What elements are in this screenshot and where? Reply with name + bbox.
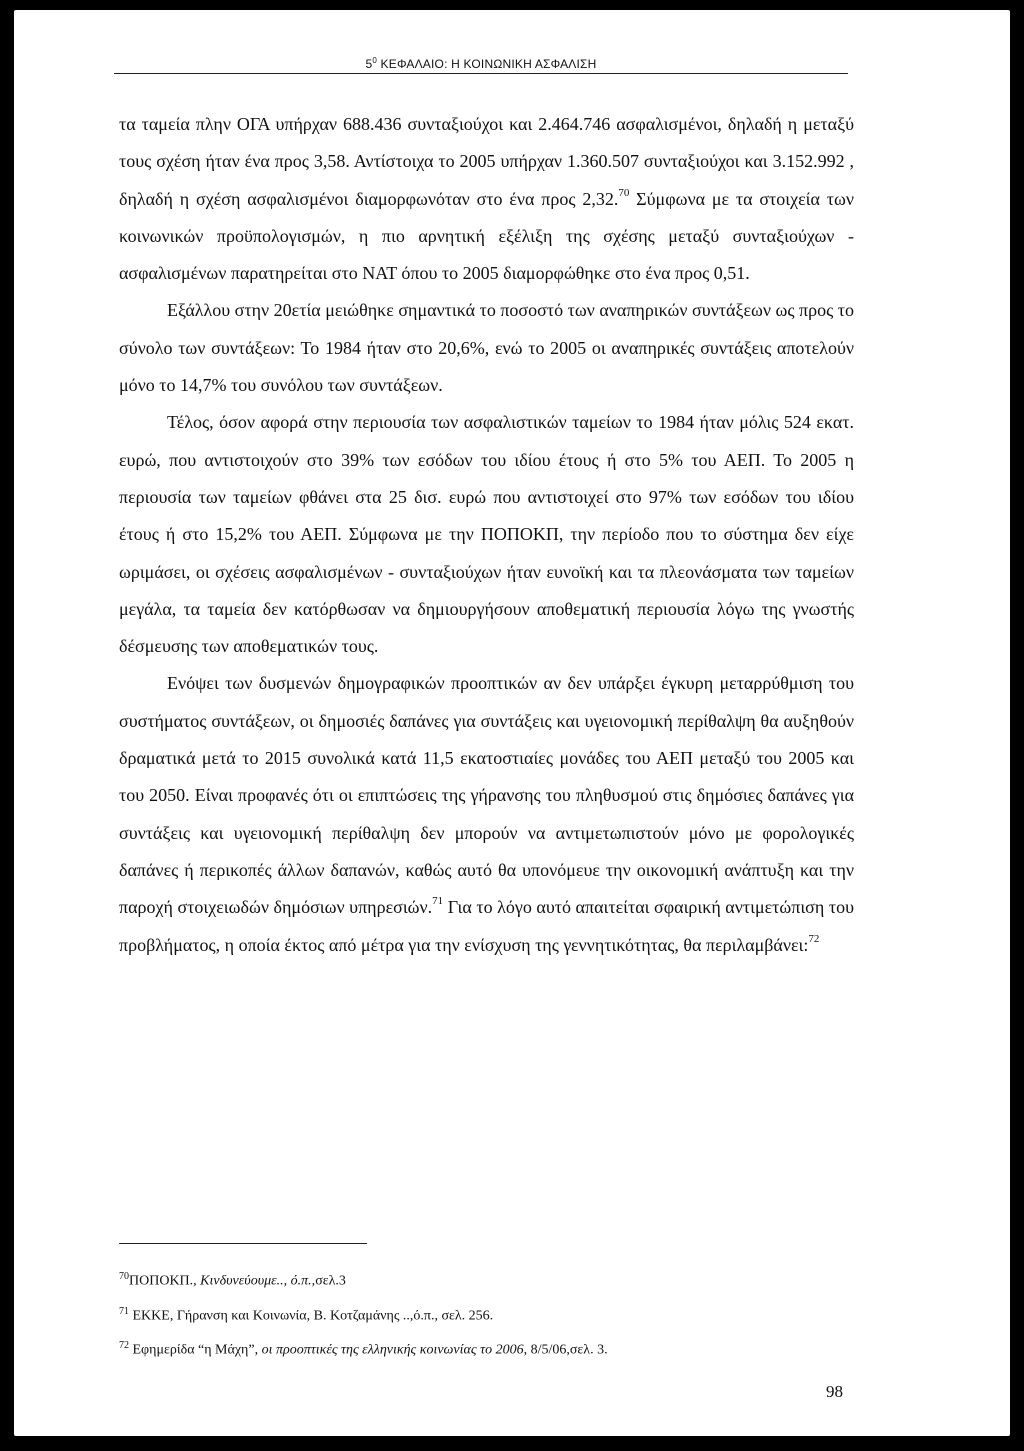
footnote-ref-70[interactable]: 70 <box>618 186 630 199</box>
footnote-72 <box>119 1334 859 1363</box>
footnote-number: 71 <box>119 1305 129 1317</box>
page-number: 98 <box>826 1382 843 1401</box>
footnote-tail: , 8/5/06,σελ. 3. <box>523 1342 608 1358</box>
footnote-text: Εφημερίδα “η Μάχη”, <box>129 1342 262 1358</box>
body-text <box>119 106 854 964</box>
footnote-ref-71[interactable]: 71 <box>432 895 444 908</box>
footnote-number: 72 <box>119 1340 129 1352</box>
footnote-divider <box>119 1243 367 1244</box>
chapter-number: 5 <box>365 57 373 71</box>
paragraph-1-part-a: τα ταμεία πλην ΟΓΑ υπήρχαν 688.436 συνταξιούχοι και 2.464.746 ασφαλισμένοι, δηλαδή η μεταξύ τους σχέση ήταν ένα προς 3,58. Αντίστοιχα το 2005 υπήρχαν 1.360.507 συνταξιούχοι και 3.152.992 , δηλαδή η σχέση ασφαλισμένοι διαμορφωνόταν στο ένα προς 2,32. <box>119 114 854 209</box>
footnote-ref-72[interactable]: 72 <box>808 932 820 945</box>
chapter-number-sup: 0 <box>372 56 378 65</box>
footnote-text: ΠΟΠΟΚΠ., <box>129 1273 201 1289</box>
running-header <box>114 56 848 74</box>
paragraph-3: Τέλος, όσον αφορά στην περιουσία των ασφαλιστικών ταμείων το 1984 ήταν μόλις 524 εκατ. ευρώ, που αντιστοιχούν στο 39% των εσόδων του ιδίου έτους ή στο 5% του ΑΕΠ. Το 2005 η περιουσία των ταμείων φθάνει στα 25 δισ. ευρώ που αντιστοιχεί στο 97% των εσόδων του ιδίου έτους ή στο 15,2% του ΑΕΠ. Σύμφωνα με την ΠΟΠΟΚΠ, την περίοδο που το σύστημα δεν είχε ωριμάσει, οι σχέσεις ασφαλισμένων - συνταξιούχων ήταν ευνοϊκή και τα πλεονάσματα των ταμείων μεγάλα, τα ταμεία δεν κατόρθωσαν να δημιουργήσουν αποθεματική περιουσία λόγω της γνωστής δέσμευσης των αποθεματικών τους. <box>119 412 854 657</box>
paragraph-4 <box>119 665 854 963</box>
footnote-tail: σελ.3 <box>315 1273 346 1289</box>
footnote-italic: Κινδυνεύουμε.., ό.π., <box>200 1273 316 1289</box>
paragraph-4-part-b: Για το λόγο αυτό απαιτείται σφαιρική αντιμετώπιση του προβλήματος, η οποία έκτος από μέτρα για την ενίσχυση της γεννητικότητας, θα περιλαμβάνει: <box>119 897 855 955</box>
paragraph-2: Εξάλλου στην 20ετία μειώθηκε σημαντικά το ποσοστό των αναπηρικών συντάξεων ως προς το σύνολο των συντάξεων: Το 1984 ήταν στο 20,6%, ενώ το 2005 οι αναπηρικές συντάξεις αποτελούν μόνο το 14,7% του συνόλου των συντάξεων. <box>119 300 854 396</box>
footnote-number: 70 <box>119 1271 129 1282</box>
paragraph-4-part-a: Ενόψει των δυσμενών δημογραφικών προοπτικών αν δεν υπάρξει έγκυρη μεταρρύθμιση του συστήματος συντάξεων, οι δημοσιές δαπάνες για συντάξεις και υγειονομική περίθαλψη θα αυξηθούν δραματικά μετά το 2015 συνολικά κατά 11,5 εκατοστιαίες μονάδες του ΑΕΠ μεταξύ του 2005 και του 2050. Είναι προφανές ότι οι επιπτώσεις της γήρανσης του πληθυσμού στις δημόσιες δαπάνες για συντάξεις και υγειονομική περίθαλψη δεν μπορούν να αντιμετωπιστούν μόνο με φορολογικές δαπάνες ή περικοπές άλλων δαπανών, καθώς αυτό θα υπονόμευε την οικονομική ανάπτυξη και την παροχή στοιχειωδών δημόσιων υπηρεσιών. <box>119 673 854 918</box>
footnote-71 <box>119 1300 859 1329</box>
paragraph-1 <box>119 106 854 292</box>
document-page <box>14 10 1010 1436</box>
footnote-text: ΕΚΚΕ, Γήρανση και Κοινωνία, Β. Κοτζαμάνης ..,ό.π., σελ. 256. <box>129 1308 494 1324</box>
paragraph-1-part-b: Σύμφωνα με τα στοιχεία των κοινωνικών προϋπολογισμών, η πιο αρνητική εξέλιξη της σχέσης μεταξύ συνταξιούχων - ασφαλισμένων παρατηρείται στο ΝΑΤ όπου το 2005 διαμορφώθηκε στο ένα προς 0,51. <box>119 188 854 284</box>
footnote-70 <box>119 1265 859 1294</box>
footnote-italic: οι προοπτικές της ελληνικής κοινωνίας το 2006 <box>261 1342 524 1358</box>
chapter-title: ΚΕΦΑΛΑΙΟ: Η ΚΟΙΝΩΝΙΚΗ ΑΣΦΑΛΙΣΗ <box>377 57 597 71</box>
footnotes <box>119 1265 859 1369</box>
